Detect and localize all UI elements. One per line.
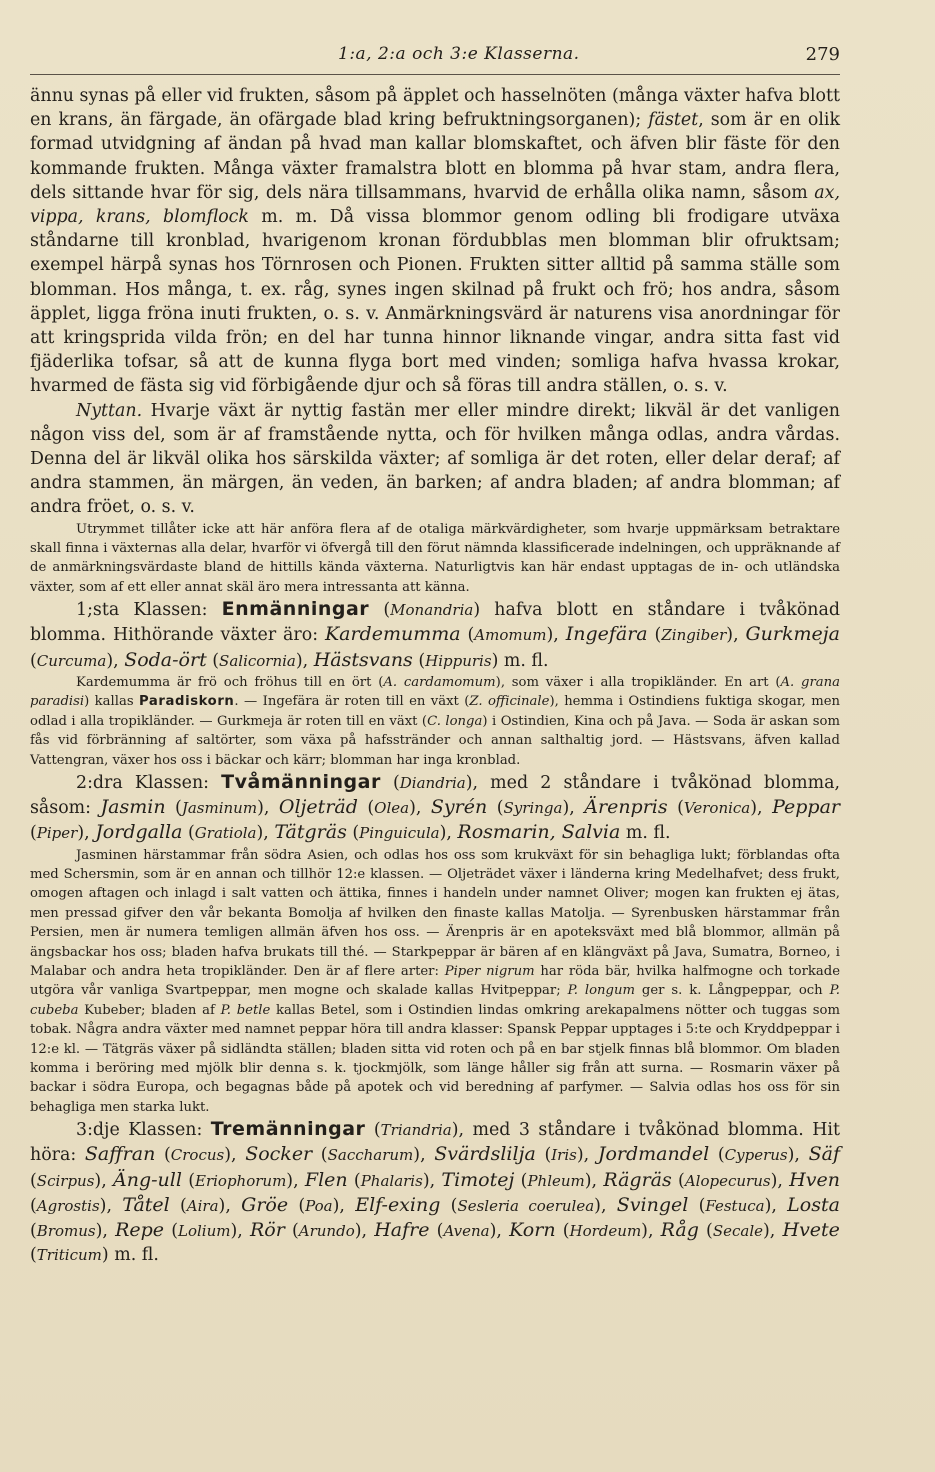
term-fastet: fästet (648, 110, 699, 131)
plant-name: Tätgräs (274, 821, 347, 844)
latin-name: Lolium (178, 1222, 231, 1241)
class-latin: Diandria (399, 773, 466, 792)
text-run: kallas Betel, som i Ostindien lindas omkring arekapalmens nötter och tuggas som tobak. Några andra växter med namnet peppar höra till andra klasser: Spansk Peppar upptages i 5:te och Kryddpeppar i 12:e kl. — Tätgräs växer på sidländta ställen; bladen sitta vid roten och på en bar stjelk finnas blå blommor. Om bladen komma i beröring med mjölk blir denna s. k. tjockmjölk, som länge håller sig från att surna. — Rosmarin växer på backar i södra Europa, och begagnas både på apotek och vid beredning af parfymer. — Salvia odlas hos oss för sin behagliga men starka lukt. (30, 1002, 840, 1115)
text-run: ( (380, 772, 400, 793)
plant-name: Jordmandel (597, 1143, 710, 1166)
plant-name: Elf-exing (355, 1193, 441, 1216)
latin-name: Zingiber (661, 626, 727, 645)
plant-name: Rör (249, 1219, 285, 1242)
latin-name: Poa (305, 1196, 333, 1215)
class-label: 1;sta Klassen: (76, 600, 222, 621)
text-run: ) hafva blott en ståndare i tvåkönad blomma. Hithörande växter äro: (30, 600, 840, 646)
text-run: ), med 3 ståndare i tvåkönad blomma. Hit höra: (30, 1120, 840, 1166)
latin-name: Piper (36, 824, 78, 843)
plant-name: Timotej (441, 1168, 515, 1191)
latin-name: Scirpus (36, 1171, 95, 1190)
plant-name: Hven (789, 1168, 840, 1191)
plant-name: Peppar (772, 796, 840, 819)
note-paragraph-class-1 (30, 673, 840, 770)
plant-name: Råg (660, 1219, 699, 1242)
text-run: ( (369, 600, 391, 621)
text-run: m. fl. (498, 650, 549, 671)
latin-name: Alopecurus (684, 1171, 771, 1190)
latin-name: P. cubeba (30, 983, 840, 1018)
latin-name: P. betle (220, 1002, 271, 1018)
plant-name: Hästsvans (313, 648, 413, 671)
plant-name: Ärenpris (584, 796, 668, 819)
latin-name: Iris (551, 1146, 577, 1165)
nyttan-paragraph (30, 399, 840, 520)
latin-name: Pinguicula (359, 824, 440, 843)
class-latin: Triandria (380, 1121, 452, 1140)
page-number: 279 (805, 44, 840, 65)
class-name: Tremänningar (210, 1118, 366, 1141)
terms-inflorescence: ax, vippa, krans, blomflock (30, 182, 840, 228)
latin-name: Avena (443, 1222, 490, 1241)
text-run: ), med 2 ståndare i tvåkönad blomma, såsom: (30, 772, 840, 819)
latin-name: A. grana paradisi (30, 674, 840, 710)
latin-name: Veronica (683, 799, 751, 818)
text-run: Kardemumma är frö och fröhus till en ört ( (76, 674, 384, 690)
latin-name: C. longa (427, 713, 483, 729)
plant-name: Äng-ull (113, 1168, 182, 1191)
text-run: . — Ingefära är roten till en växt ( (234, 694, 470, 710)
text-run: har röda bär, hvilka halfmogne och torkade utgöra vår vanliga Svartpeppar, men mogne och skalade kallas Hvitpeppar; (30, 963, 840, 999)
plant-name: Soda-ört (124, 648, 207, 671)
plant-name: Svärdslilja (434, 1143, 536, 1166)
page-header (30, 44, 840, 70)
plant-name: Säf (808, 1143, 840, 1166)
plant-name: Tåtel (122, 1193, 170, 1216)
latin-name: Eriophorum (195, 1171, 287, 1190)
header-rule (30, 74, 840, 75)
latin-name: Saccharum (327, 1146, 414, 1165)
text-run: ) i Ostindien, Kina och på Java. — Soda är askan som fås vid förbränning af saltörter, som växa på hafsstränder och annan salthaltig jord. — Hästsvans, äfven kallad Vattengran, växer hos oss i bäckar och kärr; blomman har inga kronblad. (30, 713, 840, 768)
plant-name: Jasmin (100, 796, 166, 819)
text-run: ( (365, 1120, 381, 1141)
plant-name: Rosmarin, Salvia (457, 821, 621, 844)
plant-name: Korn (509, 1219, 556, 1242)
text-run: , som är en olik formad utvidgning af ändan på hvad man kallar blomskaftet, och äfven blir fäste för den kommande frukten. Många växter framalstra blott en blomma på hvar stam, andra flera, dels sittande hvar för sig, dels nära tillsammans, hvarvid de erhålla olika namn, såsom (30, 110, 840, 203)
plant-name: Jordgalla (95, 821, 183, 844)
plant-name: Gurkmeja (745, 623, 840, 646)
plant-name: Flen (304, 1168, 348, 1191)
latin-name: Piper nigrum (444, 963, 535, 979)
term-paradiskorn: Paradiskorn (139, 694, 235, 710)
latin-name: Sesleria coerulea (457, 1196, 595, 1215)
plant-name: Kardemumma (324, 623, 461, 646)
class-label: 2:dra Klassen: (76, 772, 222, 793)
nyttan-label: Nyttan. (76, 400, 143, 421)
class-2-paragraph: 2:dra Klassen: Tvåmänningar (Diandria), med 2 ståndare i tvåkönad blomma, såsom: Jasmin (Jasminum), Oljeträd (Olea), Syrén (Syringa), Ärenpris (Veronica), Peppar (Piper), Jordgalla (Gratiola), Tätgräs (Pinguicula), Rosmarin, Salvia m. fl. (30, 770, 840, 844)
latin-name: Agrostis (36, 1196, 100, 1215)
text-run: ), hemma i Ostindiens fuktiga skogar, men odlad i alla tropikländer. — Gurkmeja är roten till en växt ( (30, 694, 840, 729)
latin-name: Hippuris (425, 651, 492, 670)
class-latin: Monandria (390, 601, 474, 620)
latin-name: Phleum (527, 1171, 585, 1190)
text-run: m. fl. (620, 823, 671, 844)
running-title: 1:a, 2:a och 3:e Klasserna. (338, 44, 580, 64)
plant-name: Repe (115, 1219, 165, 1242)
text-run: ännu synas på eller vid frukten, såsom på äpplet och hasselnöten (många växter hafva blott en krans, än färgade, än ofärgade blad kring befruktningsorganen); (30, 86, 840, 131)
latin-name: Festuca (705, 1196, 765, 1215)
latin-name: Phalaris (360, 1171, 423, 1190)
text-run: ) kallas (84, 694, 140, 710)
latin-name: Bromus (36, 1222, 96, 1241)
latin-name: Amomum (474, 626, 547, 645)
text-run: ), som växer i alla tropikländer. En art ( (495, 674, 781, 690)
latin-name: Secale (712, 1222, 764, 1241)
latin-name: Jasminum (181, 799, 258, 818)
latin-name: Aira (186, 1196, 219, 1215)
class-name: Enmänningar (221, 598, 370, 621)
class-1-paragraph: 1;sta Klassen: Enmänningar (Monandria) hafva blott en ståndare i tvåkönad blomma. Hithörande växter äro: Kardemumma (Amomum), Ingefära (Zingiber), Gurkmeja (Curcuma), Soda-ört (Salicornia), Hästsvans (Hippuris) m. fl. (30, 598, 840, 671)
latin-name: Salicornia (219, 651, 296, 670)
plant-name: Rägräs (603, 1168, 672, 1191)
text-run: Hvarje växt är nyttig fastän mer eller mindre direkt; likväl är det vanligen någon viss del, som är af framstående nytta, och för hvilken många odlas, andra vårdas. Denna del är likväl olika hos särskilda växter; af somliga är det roten, eller delar deraf; af andra stammen, än märgen, än veden, än barken; af andra bladen; af andra blomman; af andra fröet, o. s. v. (30, 400, 840, 518)
text-run: m. fl. (108, 1245, 159, 1266)
plant-name: Gröe (241, 1193, 289, 1216)
note-paragraph-classification: Utrymmet tillåter icke att här anföra flera af de otaliga märkvärdigheter, som hvarje uppmärksam betraktare skall finna i växternas alla delar, hvarför vi öfvergå till den förut nämnda klassificerade indelningen, och uppräknande af de anmärkningsvärdaste bland de hittills kända växterna. Naturligtvis kan här endast upptagas de in- och utländska växter, som af ett eller annat skäl äro mera intressanta att känna. (30, 521, 840, 595)
latin-name: Triticum (36, 1246, 102, 1265)
plant-name: Syrén (430, 796, 488, 819)
text-run: m. m. Då vissa blommor genom odling bli frodigare utväxa ståndarne till kronblad, hvarigenom kronan fördubblas men blomman blir ofruktsam; exempel härpå synas hos Törnrosen och Pionen. Frukten sitter alltid på samma ställe som blomman. Hos många, t. ex. råg, synes ingen skilnad på frukt och frö; hos andra, såsom äpplet, ligga fröna inuti frukten, o. s. v. Anmärkningsvärd är naturens visa anordningar för att kringsprida vilda frön; en del har tunna hinnor liknande vingar, andra sitta fast vid fjäderlika tofsar, så att de kunna flyga bort med vinden; somliga hafva hvassa krokar, hvarmed de fästa sig vid förbigående djur och så föras till andra ställen, o. s. v. (30, 207, 841, 397)
latin-name: Cyperus (724, 1146, 788, 1165)
class-3-paragraph: 3:dje Klassen: Tremänningar (Triandria), med 3 ståndare i tvåkönad blomma. Hit höra: Saffran (Crocus), Socker (Saccharum), Svärdslilja (Iris), Jordmandel (Cyperus), Säf (Scirpus), Äng-ull (Eriophorum), Flen (Phalaris), Timotej (Phleum), Rägräs (Alopecurus), Hven (Agrostis), Tåtel (Aira), Gröe (Poa), Elf-exing (Sesleria coerulea), Svingel (Festuca), Losta (Bromus), Repe (Lolium), Rör (Arundo), Hafre (Avena), Korn (Hordeum), Råg (Secale), Hvete (Triticum) m. fl. (30, 1118, 840, 1266)
plant-name: Svingel (616, 1193, 689, 1216)
latin-name: Curcuma (36, 651, 107, 670)
plant-name: Socker (245, 1143, 313, 1166)
plant-name: Hafre (374, 1219, 430, 1242)
class-name: Tvåmänningar (221, 770, 381, 793)
plant-name: Losta (787, 1193, 840, 1216)
latin-name: P. longum (567, 983, 635, 999)
plant-name: Oljeträd (278, 796, 358, 819)
text-run: Kubeber; bladen af (78, 1002, 221, 1018)
latin-name: Olea (374, 799, 410, 818)
latin-name: A. cardamomum (383, 674, 496, 690)
plant-name: Ingefära (565, 623, 648, 646)
page-body (30, 84, 840, 1267)
latin-name: Gratiola (194, 824, 257, 843)
plant-name: Hvete (782, 1219, 840, 1242)
latin-name: Hordeum (569, 1222, 642, 1241)
class-label: 3:dje Klassen: (76, 1120, 211, 1141)
latin-name: Arundo (298, 1222, 355, 1241)
text-run: Jasminen härstammar från södra Asien, och odlas hos oss som krukväxt för sin behagliga lukt; förblandas ofta med Schersmin, som är en annan och tillhör 12:e klassen. — Oljeträdet växer i länderna kring Medelhafvet; dess frukt, omogen aftagen och inlagd i salt vatten och ättika, finnes i handeln under namnet Oliver; mogen kan frukten ej ätas, men pressad gifver den vår bekanta Bomolja af hvilken den finaste kallas Matolja. — Syrenbusken härstammar från Persien, men är numera temligen allmän äfven hos oss. — Ärenpris är en apoteksväxt med blå blommor, allmän på ängsbackar hos oss; bladen hafva brukats till thé. — Starkpeppar är bären af en klängväxt på Java, Sumatra, Borneo, i Malabar och andra heta tropikländer. Den är af flere arter: (30, 847, 840, 979)
latin-name: Syringa (503, 799, 563, 818)
text-run: ger s. k. Långpeppar, och (634, 983, 830, 999)
latin-name: Z. officinale (469, 694, 550, 710)
intro-paragraph (30, 84, 840, 399)
latin-name: Crocus (170, 1146, 225, 1165)
note-paragraph-class-2 (30, 846, 840, 1118)
plant-name: Saffran (84, 1143, 156, 1166)
